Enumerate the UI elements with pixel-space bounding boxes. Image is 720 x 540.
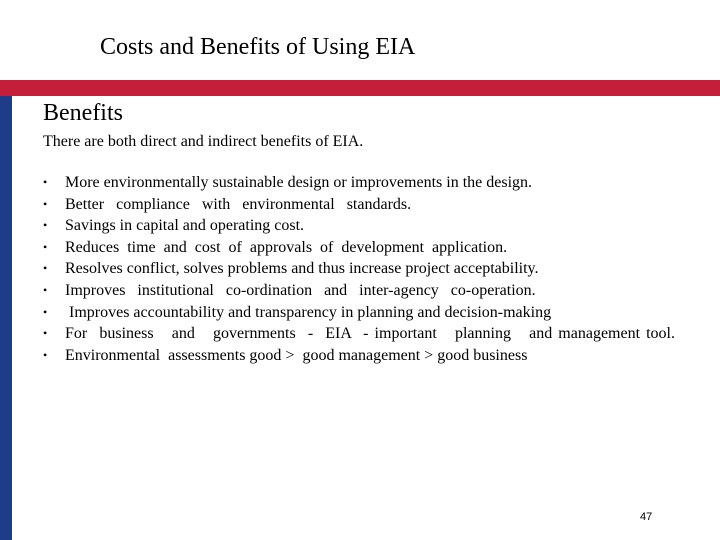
list-item bbox=[43, 345, 675, 367]
list-item-text: Reduces time and cost of approvals of development application. bbox=[65, 238, 508, 256]
list-item bbox=[43, 302, 675, 324]
bullet-icon: • bbox=[43, 175, 48, 189]
list-item-text: Resolves conflict, solves problems and thus increase project acceptability. bbox=[65, 260, 539, 278]
list-item bbox=[43, 194, 675, 216]
section-heading: Benefits bbox=[43, 100, 123, 126]
bullet-icon: • bbox=[43, 347, 48, 362]
list-item bbox=[43, 215, 675, 237]
title-divider-bar bbox=[0, 80, 720, 96]
list-item bbox=[43, 237, 675, 259]
list-item-text: For business and governments - EIA - important planning and management tool. bbox=[65, 325, 675, 343]
list-item bbox=[43, 172, 675, 194]
bullet-icon: • bbox=[43, 282, 48, 297]
bullet-icon: • bbox=[43, 239, 48, 254]
bullet-icon: • bbox=[43, 261, 48, 276]
bullet-icon: • bbox=[43, 304, 48, 319]
list-item-text: Better compliance with environmental standards. bbox=[65, 195, 412, 213]
benefits-list bbox=[43, 172, 675, 366]
bullet-icon: • bbox=[43, 326, 48, 341]
page-number: 47 bbox=[640, 511, 653, 523]
bullet-icon: • bbox=[43, 218, 48, 233]
bullet-icon: • bbox=[43, 196, 48, 211]
side-accent-bar bbox=[0, 96, 12, 540]
list-item-text: Savings in capital and operating cost. bbox=[65, 217, 305, 235]
list-item bbox=[43, 258, 675, 280]
list-item bbox=[43, 280, 675, 302]
intro-text: There are both direct and indirect benefits of EIA. bbox=[43, 133, 364, 150]
slide-title: Costs and Benefits of Using EIA bbox=[100, 34, 416, 60]
list-item-text: More environmentally sustainable design or improvements in the design. bbox=[65, 174, 533, 191]
list-item bbox=[43, 323, 675, 345]
list-item-text: Improves institutional co-ordination and inter-agency co-operation. bbox=[65, 281, 536, 299]
list-item-text: Improves accountability and transparency in planning and decision-making bbox=[65, 303, 552, 321]
list-item-text: Environmental assessments good > good management > good business bbox=[65, 346, 528, 364]
